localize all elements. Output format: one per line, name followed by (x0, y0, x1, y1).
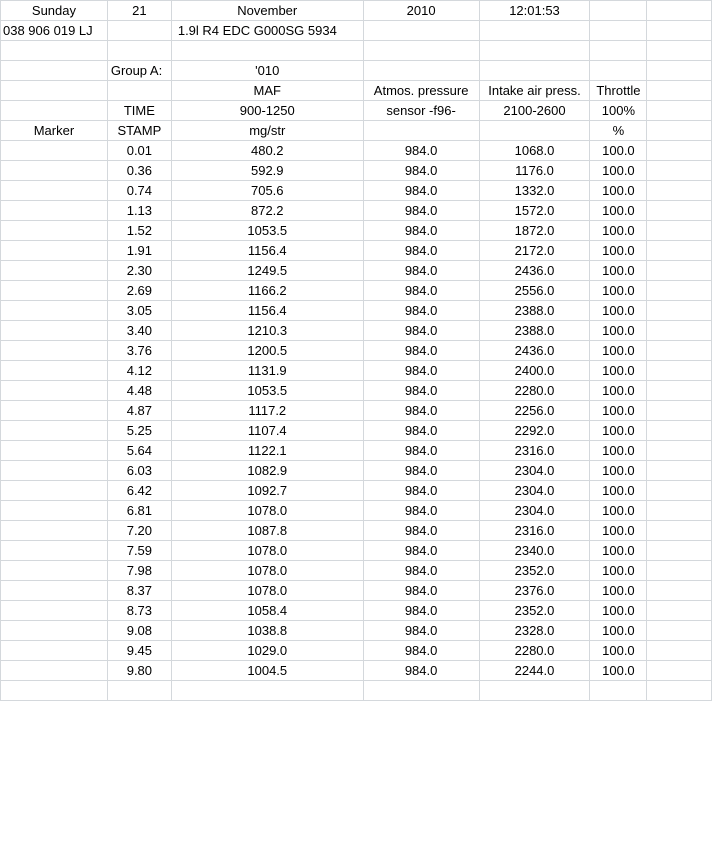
header-cell[interactable]: mg/str (171, 121, 363, 141)
intake-value-cell[interactable]: 2352.0 (479, 561, 590, 581)
atmos-value-cell[interactable]: 984.0 (363, 221, 479, 241)
header-cell[interactable]: 900-1250 (171, 101, 363, 121)
time-value-cell[interactable]: 0.74 (107, 181, 171, 201)
header-cell[interactable] (363, 121, 479, 141)
atmos-value-cell[interactable]: 984.0 (363, 181, 479, 201)
empty-cell[interactable] (647, 221, 712, 241)
table-row (1, 321, 712, 341)
throttle-value-cell[interactable]: 100.0 (590, 441, 647, 461)
empty-cell[interactable] (1, 561, 108, 581)
throttle-value-cell[interactable]: 100.0 (590, 581, 647, 601)
time-value-cell[interactable]: 7.98 (107, 561, 171, 581)
empty-cell[interactable] (647, 281, 712, 301)
header-cell[interactable] (107, 81, 171, 101)
table-row (1, 601, 712, 621)
atmos-value-cell[interactable]: 984.0 (363, 161, 479, 181)
time-value-cell[interactable]: 0.01 (107, 141, 171, 161)
empty-cell[interactable] (647, 61, 712, 81)
time-value-cell[interactable]: 8.73 (107, 601, 171, 621)
throttle-value-cell[interactable]: 100.0 (590, 361, 647, 381)
intake-value-cell[interactable]: 2304.0 (479, 501, 590, 521)
atmos-value-cell[interactable]: 984.0 (363, 521, 479, 541)
empty-cell[interactable] (590, 681, 647, 701)
engine-cell[interactable]: 1.9l R4 EDC G000SG 5934 (171, 21, 363, 41)
empty-cell[interactable] (647, 81, 712, 101)
atmos-value-cell[interactable]: 984.0 (363, 581, 479, 601)
empty-cell[interactable] (1, 441, 108, 461)
throttle-value-cell[interactable]: 100.0 (590, 421, 647, 441)
empty-cell[interactable] (171, 681, 363, 701)
empty-cell[interactable] (647, 581, 712, 601)
intake-value-cell[interactable]: 2304.0 (479, 481, 590, 501)
time-value-cell[interactable]: 1.52 (107, 221, 171, 241)
empty-cell[interactable] (1, 61, 108, 81)
maf-value-cell[interactable]: 1053.5 (171, 221, 363, 241)
empty-cell[interactable] (647, 541, 712, 561)
empty-cell[interactable] (1, 581, 108, 601)
time-value-cell[interactable]: 1.13 (107, 201, 171, 221)
intake-value-cell[interactable]: 1068.0 (479, 141, 590, 161)
time-value-cell[interactable]: 4.48 (107, 381, 171, 401)
empty-cell[interactable] (647, 201, 712, 221)
maf-value-cell[interactable]: 1078.0 (171, 581, 363, 601)
empty-cell[interactable] (647, 101, 712, 121)
throttle-value-cell[interactable]: 100.0 (590, 641, 647, 661)
empty-cell[interactable] (647, 561, 712, 581)
throttle-value-cell[interactable]: 100.0 (590, 561, 647, 581)
atmos-value-cell[interactable]: 984.0 (363, 641, 479, 661)
group-label-cell[interactable]: Group A: (107, 61, 171, 81)
intake-value-cell[interactable]: 1332.0 (479, 181, 590, 201)
year-cell[interactable]: 2010 (363, 1, 479, 21)
intake-value-cell[interactable]: 1176.0 (479, 161, 590, 181)
empty-cell[interactable] (479, 681, 590, 701)
time-value-cell[interactable]: 4.87 (107, 401, 171, 421)
empty-cell[interactable] (590, 1, 647, 21)
column-header-row (1, 121, 712, 141)
header-cell[interactable]: Marker (1, 121, 108, 141)
intake-value-cell[interactable]: 2256.0 (479, 401, 590, 421)
maf-value-cell[interactable]: 1078.0 (171, 541, 363, 561)
time-value-cell[interactable]: 9.08 (107, 621, 171, 641)
empty-cell[interactable] (107, 41, 171, 61)
table-row (1, 501, 712, 521)
empty-cell[interactable] (1, 681, 108, 701)
atmos-value-cell[interactable]: 984.0 (363, 621, 479, 641)
time-value-cell[interactable]: 3.76 (107, 341, 171, 361)
maf-value-cell[interactable]: 1029.0 (171, 641, 363, 661)
atmos-value-cell[interactable]: 984.0 (363, 661, 479, 681)
date-cell[interactable]: 21 (107, 1, 171, 21)
empty-cell[interactable] (1, 261, 108, 281)
intake-value-cell[interactable]: 1872.0 (479, 221, 590, 241)
throttle-value-cell[interactable]: 100.0 (590, 381, 647, 401)
time-value-cell[interactable]: 6.42 (107, 481, 171, 501)
intake-value-cell[interactable]: 2352.0 (479, 601, 590, 621)
info-row (1, 21, 712, 41)
table-row (1, 621, 712, 641)
empty-cell[interactable] (1, 201, 108, 221)
throttle-value-cell[interactable]: 100.0 (590, 541, 647, 561)
atmos-value-cell[interactable]: 984.0 (363, 381, 479, 401)
spacer-row (1, 681, 712, 701)
empty-cell[interactable] (1, 401, 108, 421)
table-row (1, 241, 712, 261)
time-value-cell[interactable]: 3.40 (107, 321, 171, 341)
empty-cell[interactable] (647, 241, 712, 261)
table-row (1, 521, 712, 541)
time-value-cell[interactable]: 0.36 (107, 161, 171, 181)
intake-value-cell[interactable]: 2316.0 (479, 441, 590, 461)
spacer-row (1, 41, 712, 61)
intake-value-cell[interactable]: 2328.0 (479, 621, 590, 641)
time-value-cell[interactable]: 7.20 (107, 521, 171, 541)
atmos-value-cell[interactable]: 984.0 (363, 541, 479, 561)
group-code-cell[interactable]: '010 (171, 61, 363, 81)
empty-cell[interactable] (590, 41, 647, 61)
empty-cell[interactable] (590, 21, 647, 41)
table-row (1, 461, 712, 481)
maf-value-cell[interactable]: 1107.4 (171, 421, 363, 441)
time-value-cell[interactable]: 2.30 (107, 261, 171, 281)
atmos-value-cell[interactable]: 984.0 (363, 561, 479, 581)
atmos-value-cell[interactable]: 984.0 (363, 241, 479, 261)
empty-cell[interactable] (363, 21, 479, 41)
time-value-cell[interactable]: 9.80 (107, 661, 171, 681)
empty-cell[interactable] (647, 381, 712, 401)
empty-cell[interactable] (647, 121, 712, 141)
atmos-value-cell[interactable]: 984.0 (363, 421, 479, 441)
empty-cell[interactable] (647, 321, 712, 341)
maf-value-cell[interactable]: 1078.0 (171, 561, 363, 581)
empty-cell[interactable] (647, 301, 712, 321)
empty-cell[interactable] (1, 301, 108, 321)
maf-value-cell[interactable]: 1078.0 (171, 501, 363, 521)
header-cell[interactable] (1, 81, 108, 101)
table-row (1, 401, 712, 421)
empty-cell[interactable] (1, 181, 108, 201)
empty-cell[interactable] (363, 681, 479, 701)
atmos-value-cell[interactable]: 984.0 (363, 401, 479, 421)
throttle-value-cell[interactable]: 100.0 (590, 461, 647, 481)
throttle-value-cell[interactable]: 100.0 (590, 601, 647, 621)
maf-value-cell[interactable]: 1058.4 (171, 601, 363, 621)
time-value-cell[interactable]: 9.45 (107, 641, 171, 661)
empty-cell[interactable] (1, 361, 108, 381)
throttle-value-cell[interactable]: 100.0 (590, 221, 647, 241)
time-value-cell[interactable]: 5.25 (107, 421, 171, 441)
throttle-value-cell[interactable]: 100.0 (590, 281, 647, 301)
empty-cell[interactable] (647, 181, 712, 201)
atmos-value-cell[interactable]: 984.0 (363, 501, 479, 521)
empty-cell[interactable] (1, 601, 108, 621)
atmos-value-cell[interactable]: 984.0 (363, 341, 479, 361)
empty-cell[interactable] (1, 521, 108, 541)
day-cell[interactable]: Sunday (1, 1, 108, 21)
header-cell[interactable]: % (590, 121, 647, 141)
empty-cell[interactable] (647, 161, 712, 181)
empty-cell[interactable] (1, 541, 108, 561)
empty-cell[interactable] (647, 21, 712, 41)
empty-cell[interactable] (1, 381, 108, 401)
time-value-cell[interactable]: 8.37 (107, 581, 171, 601)
header-cell[interactable]: TIME (107, 101, 171, 121)
maf-value-cell[interactable]: 1038.8 (171, 621, 363, 641)
intake-value-cell[interactable]: 2436.0 (479, 261, 590, 281)
table-row (1, 661, 712, 681)
empty-cell[interactable] (1, 341, 108, 361)
column-header-row (1, 101, 712, 121)
maf-value-cell[interactable]: 1210.3 (171, 321, 363, 341)
header-cell[interactable]: sensor -f96- (363, 101, 479, 121)
empty-cell[interactable] (1, 461, 108, 481)
empty-cell[interactable] (647, 481, 712, 501)
empty-cell[interactable] (647, 441, 712, 461)
maf-value-cell[interactable]: 1053.5 (171, 381, 363, 401)
time-value-cell[interactable]: 3.05 (107, 301, 171, 321)
atmos-value-cell[interactable]: 984.0 (363, 281, 479, 301)
empty-cell[interactable] (647, 401, 712, 421)
table-row (1, 341, 712, 361)
throttle-value-cell[interactable]: 100.0 (590, 141, 647, 161)
atmos-value-cell[interactable]: 984.0 (363, 301, 479, 321)
table-row (1, 581, 712, 601)
time-value-cell[interactable]: 2.69 (107, 281, 171, 301)
empty-cell[interactable] (107, 21, 171, 41)
time-value-cell[interactable]: 5.64 (107, 441, 171, 461)
empty-cell[interactable] (647, 421, 712, 441)
maf-value-cell[interactable]: 1156.4 (171, 301, 363, 321)
empty-cell[interactable] (1, 281, 108, 301)
table-row (1, 421, 712, 441)
throttle-value-cell[interactable]: 100.0 (590, 341, 647, 361)
time-value-cell[interactable]: 1.91 (107, 241, 171, 261)
atmos-value-cell[interactable]: 984.0 (363, 481, 479, 501)
empty-cell[interactable] (479, 21, 590, 41)
empty-cell[interactable] (1, 661, 108, 681)
empty-cell[interactable] (1, 621, 108, 641)
atmos-value-cell[interactable]: 984.0 (363, 461, 479, 481)
maf-value-cell[interactable]: 1156.4 (171, 241, 363, 261)
info-row (1, 1, 712, 21)
maf-value-cell[interactable]: 1087.8 (171, 521, 363, 541)
table-row (1, 481, 712, 501)
empty-cell[interactable] (647, 141, 712, 161)
maf-value-cell[interactable]: 1004.5 (171, 661, 363, 681)
table-row (1, 641, 712, 661)
table-row (1, 301, 712, 321)
empty-cell[interactable] (1, 161, 108, 181)
header-cell[interactable]: Atmos. pressure (363, 81, 479, 101)
empty-cell[interactable] (1, 481, 108, 501)
table-row (1, 281, 712, 301)
table-row (1, 201, 712, 221)
table-row (1, 561, 712, 581)
throttle-value-cell[interactable]: 100.0 (590, 301, 647, 321)
table-row (1, 381, 712, 401)
empty-cell[interactable] (647, 501, 712, 521)
empty-cell[interactable] (171, 41, 363, 61)
header-cell[interactable]: 2100-2600 (479, 101, 590, 121)
intake-value-cell[interactable]: 2244.0 (479, 661, 590, 681)
group-row (1, 61, 712, 81)
table-row (1, 541, 712, 561)
table-row (1, 441, 712, 461)
header-cell[interactable]: Throttle (590, 81, 647, 101)
empty-cell[interactable] (647, 621, 712, 641)
empty-cell[interactable] (1, 641, 108, 661)
table-row (1, 261, 712, 281)
empty-cell[interactable] (1, 241, 108, 261)
intake-value-cell[interactable]: 2556.0 (479, 281, 590, 301)
throttle-value-cell[interactable]: 100.0 (590, 161, 647, 181)
empty-cell[interactable] (1, 221, 108, 241)
table-row (1, 181, 712, 201)
atmos-value-cell[interactable]: 984.0 (363, 201, 479, 221)
atmos-value-cell[interactable]: 984.0 (363, 361, 479, 381)
table-row (1, 141, 712, 161)
table-row (1, 361, 712, 381)
intake-value-cell[interactable]: 2316.0 (479, 521, 590, 541)
time-value-cell[interactable]: 6.03 (107, 461, 171, 481)
intake-value-cell[interactable]: 2388.0 (479, 321, 590, 341)
time-value-cell[interactable]: 6.81 (107, 501, 171, 521)
intake-value-cell[interactable]: 2436.0 (479, 341, 590, 361)
maf-value-cell[interactable]: 1082.9 (171, 461, 363, 481)
empty-cell[interactable] (1, 321, 108, 341)
empty-cell[interactable] (1, 501, 108, 521)
throttle-value-cell[interactable]: 100.0 (590, 261, 647, 281)
header-cell[interactable]: 100% (590, 101, 647, 121)
empty-cell[interactable] (363, 61, 479, 81)
empty-cell[interactable] (647, 641, 712, 661)
table-row (1, 221, 712, 241)
throttle-value-cell[interactable]: 100.0 (590, 481, 647, 501)
maf-value-cell[interactable]: 705.6 (171, 181, 363, 201)
empty-cell[interactable] (647, 681, 712, 701)
part-number-cell[interactable]: 038 906 019 LJ (1, 21, 108, 41)
intake-value-cell[interactable]: 2388.0 (479, 301, 590, 321)
intake-value-cell[interactable]: 2340.0 (479, 541, 590, 561)
maf-value-cell[interactable]: 1166.2 (171, 281, 363, 301)
intake-value-cell[interactable]: 2292.0 (479, 421, 590, 441)
time-cell[interactable]: 12:01:53 (479, 1, 590, 21)
maf-value-cell[interactable]: 1249.5 (171, 261, 363, 281)
empty-cell[interactable] (647, 521, 712, 541)
intake-value-cell[interactable]: 2400.0 (479, 361, 590, 381)
time-value-cell[interactable]: 7.59 (107, 541, 171, 561)
maf-value-cell[interactable]: 872.2 (171, 201, 363, 221)
throttle-value-cell[interactable]: 100.0 (590, 401, 647, 421)
empty-cell[interactable] (107, 681, 171, 701)
maf-value-cell[interactable]: 1092.7 (171, 481, 363, 501)
empty-cell[interactable] (647, 261, 712, 281)
month-cell[interactable]: November (171, 1, 363, 21)
empty-cell[interactable] (647, 341, 712, 361)
intake-value-cell[interactable]: 2172.0 (479, 241, 590, 261)
header-cell[interactable]: STAMP (107, 121, 171, 141)
column-header-row (1, 81, 712, 101)
intake-value-cell[interactable]: 2280.0 (479, 381, 590, 401)
empty-cell[interactable] (647, 461, 712, 481)
empty-cell[interactable] (363, 41, 479, 61)
atmos-value-cell[interactable]: 984.0 (363, 601, 479, 621)
header-cell[interactable] (479, 121, 590, 141)
maf-value-cell[interactable]: 1122.1 (171, 441, 363, 461)
empty-cell[interactable] (1, 421, 108, 441)
empty-cell[interactable] (647, 41, 712, 61)
empty-cell[interactable] (479, 41, 590, 61)
throttle-value-cell[interactable]: 100.0 (590, 501, 647, 521)
throttle-value-cell[interactable]: 100.0 (590, 321, 647, 341)
header-cell[interactable] (1, 101, 108, 121)
empty-cell[interactable] (479, 61, 590, 81)
intake-value-cell[interactable]: 2304.0 (479, 461, 590, 481)
atmos-value-cell[interactable]: 984.0 (363, 141, 479, 161)
header-cell[interactable]: MAF (171, 81, 363, 101)
time-value-cell[interactable]: 4.12 (107, 361, 171, 381)
table-row (1, 161, 712, 181)
atmos-value-cell[interactable]: 984.0 (363, 321, 479, 341)
maf-value-cell[interactable]: 480.2 (171, 141, 363, 161)
maf-value-cell[interactable]: 1200.5 (171, 341, 363, 361)
maf-value-cell[interactable]: 1117.2 (171, 401, 363, 421)
intake-value-cell[interactable]: 2376.0 (479, 581, 590, 601)
throttle-value-cell[interactable]: 100.0 (590, 201, 647, 221)
atmos-value-cell[interactable]: 984.0 (363, 441, 479, 461)
throttle-value-cell[interactable]: 100.0 (590, 181, 647, 201)
intake-value-cell[interactable]: 2280.0 (479, 641, 590, 661)
header-cell[interactable]: Intake air press. (479, 81, 590, 101)
throttle-value-cell[interactable]: 100.0 (590, 521, 647, 541)
throttle-value-cell[interactable]: 100.0 (590, 621, 647, 641)
throttle-value-cell[interactable]: 100.0 (590, 661, 647, 681)
intake-value-cell[interactable]: 1572.0 (479, 201, 590, 221)
empty-cell[interactable] (647, 1, 712, 21)
empty-cell[interactable] (1, 141, 108, 161)
maf-value-cell[interactable]: 1131.9 (171, 361, 363, 381)
atmos-value-cell[interactable]: 984.0 (363, 261, 479, 281)
maf-value-cell[interactable]: 592.9 (171, 161, 363, 181)
empty-cell[interactable] (647, 601, 712, 621)
empty-cell[interactable] (590, 61, 647, 81)
empty-cell[interactable] (647, 661, 712, 681)
empty-cell[interactable] (1, 41, 108, 61)
throttle-value-cell[interactable]: 100.0 (590, 241, 647, 261)
empty-cell[interactable] (647, 361, 712, 381)
